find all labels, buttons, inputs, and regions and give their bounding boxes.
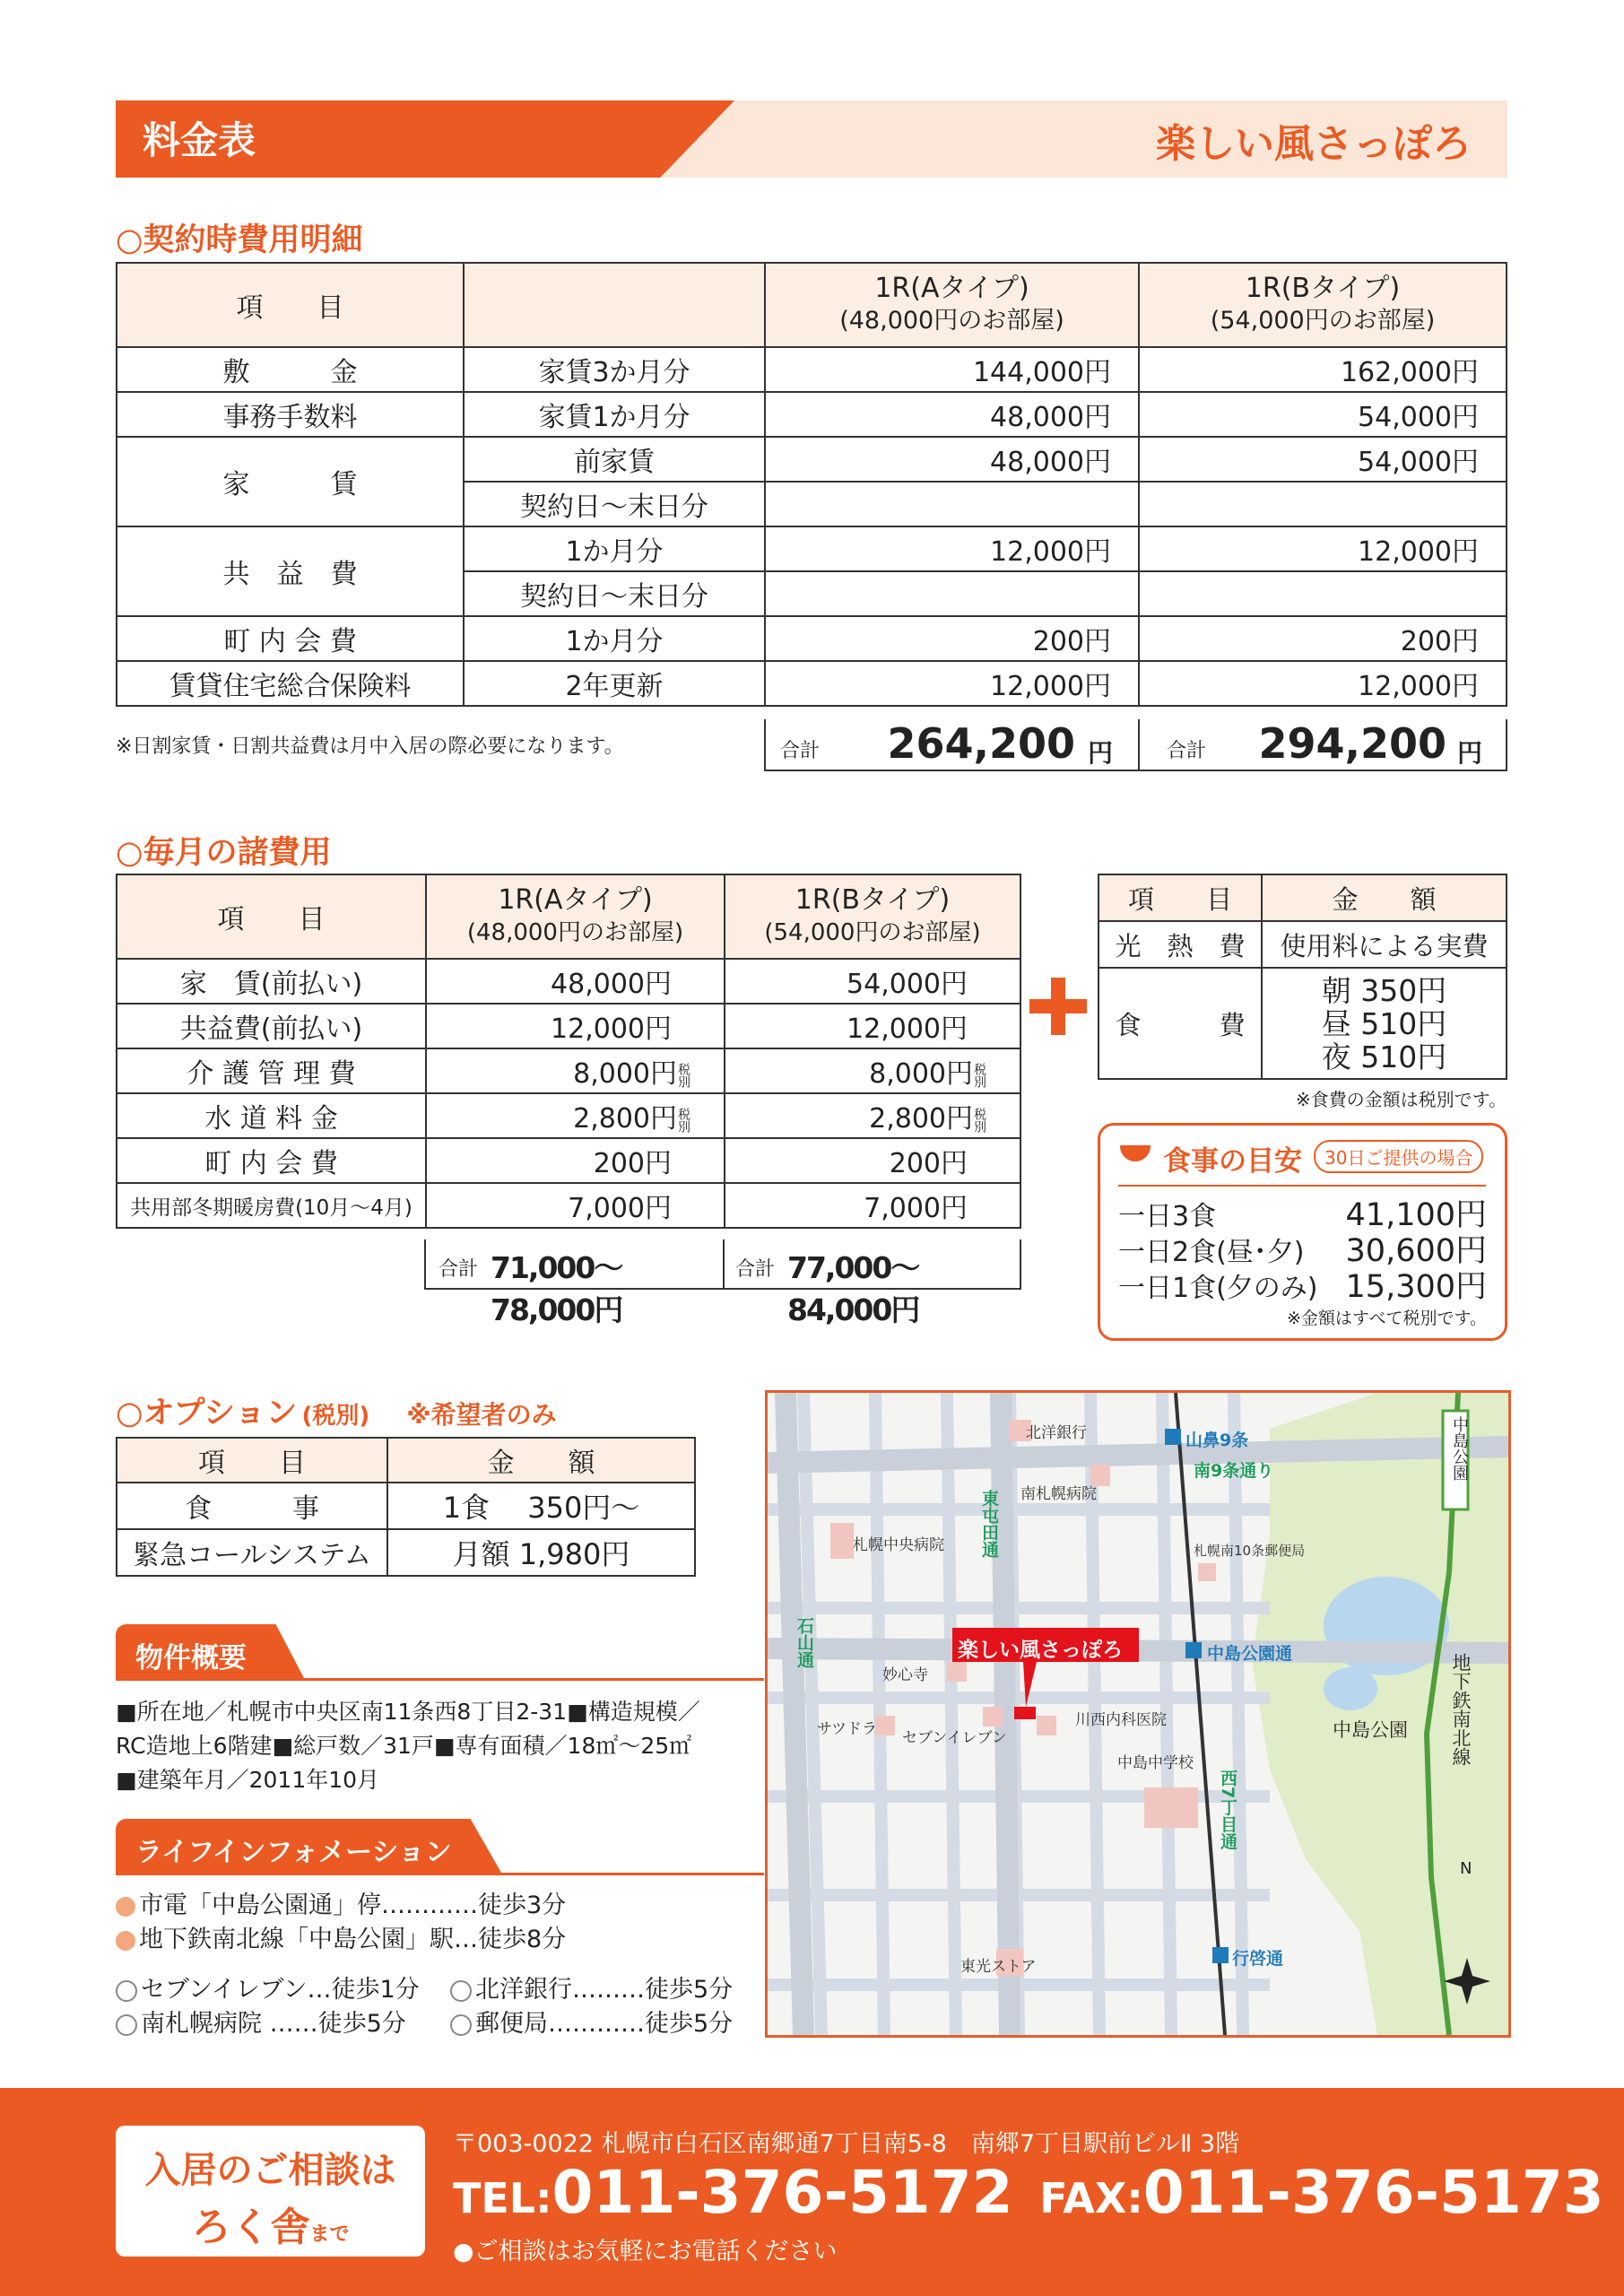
map-label-higashi-tonden: 東屯田通 [979,1490,999,1558]
row-value-b [725,1093,1020,1138]
life-main-list [116,1889,566,1957]
monthly-total-a [424,1239,725,1327]
contract-col-a [765,263,1139,347]
monthly-col-b [725,874,1020,959]
value-text: 8,000円 [573,1058,677,1090]
utility-label: 光 熱 費 [1099,921,1262,968]
value-text: 2,800円 [573,1103,677,1135]
table-row [117,1138,1020,1183]
food-values [1262,968,1507,1079]
map-label-toko-store: 東光ストア [960,1958,1037,1976]
monthly-total-b [723,1239,1021,1327]
contract-table [116,262,1507,707]
meal-title: 食事の目安 [1163,1145,1302,1178]
monthly-section-title: ○毎月の諸費用 [116,835,332,871]
map-label-sapporo-chuo-hospital: 札幌中央病院 [853,1536,944,1554]
row-item: 共用部冬期暖房費(10月～4月) [117,1183,426,1228]
row-value-b: 200円 [725,1138,1020,1183]
monthly-col-b-title: 1R(Bタイプ) [795,884,951,916]
row-detail: 前家賃 [464,437,765,482]
fax-label: FAX: [1039,2174,1143,2222]
meal-divider [1118,1185,1486,1187]
row-value-a [765,571,1139,616]
contract-col-b-sub: (54,000円のお部屋) [1210,307,1436,335]
life-item-text: セブンイレブン…徒歩1分 [141,1976,420,2004]
row-value-a: 12,000円 [765,661,1139,706]
list-item [116,2007,420,2041]
overview-header [116,1624,764,1681]
life-sub-list-right [450,1973,733,2041]
list-item [116,1923,566,1957]
contract-col-b [1139,263,1507,347]
food-noon: 昼 510円 [1321,1005,1447,1041]
page-title: 料金表 [143,118,256,162]
row-value-b: 12,000円 [1139,526,1507,571]
overview-line: ■建築年月／2011年10月 [116,1767,380,1793]
contract-total-a [764,719,1140,771]
total-yen: 円 [1087,738,1113,768]
monthly-col-a [426,874,725,959]
option-row-item: 食 事 [117,1483,387,1529]
map-label-target: 楽しい風さっぽろ [958,1639,1123,1662]
total-value-b: 294,200 [1258,719,1446,768]
table-row [117,437,1507,482]
row-item: 敷 金 [117,347,464,392]
value-text: 8,000円 [869,1058,973,1090]
row-detail: 2年更新 [464,661,765,706]
table-row [117,1183,1020,1228]
compass-icon: N [1460,1859,1472,1878]
map-label-nishi7: 西7丁目通 [1218,1770,1238,1850]
total-value-a: 71,000～78,000円 [491,1250,622,1327]
life-title: ライフインフォメーション [135,1837,452,1868]
row-value-a: 200円 [765,616,1139,661]
food-tax-note: ※食費の金額は税別です。 [1295,1089,1507,1110]
table-row [1099,968,1507,1079]
map-label-nakajima-jh: 中島中学校 [1117,1754,1194,1772]
map-label-hokuyo: 北洋銀行 [1026,1424,1087,1442]
map-label-park: 中島公園 [1333,1719,1408,1741]
orange-dot-icon [116,1897,135,1917]
map-label-minami9: 南9条通り [1194,1461,1274,1481]
footer-address: 〒003-0022 札幌市白石区南郷通7丁目南5-8 南郷7丁目駅前ビルⅡ 3階 [453,2130,1240,2158]
list-item [116,1973,420,2007]
tel-number[interactable]: 011-376-5172 [551,2158,1013,2227]
table-row [117,1093,1020,1138]
row-detail: 契約日～末日分 [464,571,765,616]
row-detail: 家賃3か月分 [464,347,765,392]
consultation-line1: 入居のご相談は [144,2150,396,2191]
life-item-text: 郵便局…………徒歩5分 [475,2010,734,2038]
tax-mark: 税別 [972,1062,986,1088]
life-item-text: 北洋銀行………徒歩5分 [475,1976,734,2004]
row-value-b: 12,000円 [1139,661,1507,706]
life-item-text: 南札幌病院 ……徒歩5分 [141,2010,406,2038]
row-value-b [725,1048,1020,1093]
option-section-title-row [116,1388,557,1433]
contract-note: ※日割家賃・日割共益費は月中入居の際必要になります。 [116,735,624,758]
row-value-a: 12,000円 [765,526,1139,571]
row-value-a: 7,000円 [426,1183,725,1228]
table-row [117,1483,695,1529]
table-row [117,347,1507,392]
option-row-value: 月額 1,980円 [387,1529,695,1576]
total-label: 合計 [1167,740,1207,762]
row-value-a: 48,000円 [765,437,1139,482]
food-morning: 朝 350円 [1321,972,1447,1008]
meal-row-label: 一日3食 [1118,1201,1217,1232]
row-detail: 契約日～末日分 [464,482,765,526]
footer-phone-row [453,2158,1604,2227]
overview-line: RC造地上6階建■総戸数／31戸■専有面積／18㎡～25㎡ [116,1733,692,1759]
contract-total-b [1136,719,1507,771]
meal-row-label: 一日2食(昼･夕) [1118,1237,1305,1268]
list-item [450,1973,733,2007]
food-label: 食 費 [1099,968,1262,1079]
table-row [117,392,1507,437]
map-label-subway: 地下鉄南北線 [1450,1653,1472,1766]
total-yen: 円 [1456,738,1482,768]
table-row [117,1048,1020,1093]
row-value-a [765,482,1139,526]
total-value-a: 264,200 [887,719,1075,768]
list-item [116,1889,566,1923]
row-value-b: 162,000円 [1139,347,1507,392]
extra-col-item: 項 目 [1099,874,1262,921]
overview-line: ■所在地／札幌市中央区南11条西8丁目2-31■構造規模／ [116,1699,700,1725]
meal-row-value: 30,600円 [1345,1233,1487,1269]
option-section-title: ○オプション [116,1396,298,1431]
option-col-amount: 金 額 [387,1438,695,1483]
row-item: 町 内 会 費 [117,616,464,661]
row-item: 共 益 費 [117,526,464,616]
row-value-a: 48,000円 [426,959,725,1004]
row-detail: 1か月分 [464,526,765,571]
tax-mark: 税別 [972,1107,986,1133]
circle-icon [450,1980,472,2002]
map-label-ishiyama: 石山通 [795,1617,814,1668]
value-text: 2,800円 [869,1103,973,1135]
footer [0,2088,1624,2296]
monthly-col-a-sub: (48,000円のお部屋) [466,919,684,946]
brand-name: 楽しい風さっぽろ [1156,121,1472,167]
map-label-seven: セブンイレブン [902,1729,1007,1747]
table-row [117,526,1507,571]
meal-row-value: 15,300円 [1345,1269,1487,1305]
tel-label: TEL: [453,2174,552,2222]
option-col-item: 項 目 [117,1438,387,1483]
row-item: 共益費(前払い) [117,1004,426,1048]
consultation-box [116,2126,425,2257]
life-item-text: 地下鉄南北線「中島公園」駅…徒歩8分 [139,1926,567,1953]
monthly-table [116,874,1021,1229]
row-value-a: 144,000円 [765,347,1139,392]
contract-col-b-title: 1R(Bタイプ) [1245,273,1401,304]
contract-col-a-title: 1R(Aタイプ) [874,273,1029,304]
row-value-a: 12,000円 [426,1004,725,1048]
row-item: 水 道 料 金 [117,1093,426,1138]
overview-title: 物件概要 [135,1642,247,1674]
table-row [117,1529,695,1576]
map-label-kawanishi: 川西内科医院 [1075,1711,1167,1729]
circle-icon [116,1980,137,2002]
row-value-b: 12,000円 [725,1004,1020,1048]
orange-dot-icon [116,1931,135,1951]
food-night: 夜 510円 [1321,1039,1447,1074]
table-row [117,616,1507,661]
table-row [1099,921,1507,968]
consultation-made: まで [309,2223,350,2246]
row-value-b: 54,000円 [725,959,1020,1004]
row-item: 賃貸住宅総合保険料 [117,661,464,706]
map-label-post: 札幌南10条郵便局 [1194,1543,1306,1559]
row-detail: 1か月分 [464,616,765,661]
option-tax: (税別) [301,1403,370,1430]
consultation-line2 [116,2195,425,2252]
row-value-a [426,1048,725,1093]
map-label-nakajima-koen-station: 中島公園 [1450,1416,1469,1481]
map-label-minamisapporo-hospital: 南札幌病院 [1020,1485,1097,1503]
row-value-a [426,1093,725,1138]
map-label-nakajima-dori: 中島公園通 [1207,1644,1293,1664]
total-label: 合計 [735,1258,776,1281]
map-label-myoshinji: 妙心寺 [882,1666,928,1684]
table-row [117,959,1020,1004]
life-header [116,1819,764,1875]
row-item: 家 賃(前払い) [117,959,426,1004]
header-bar [116,100,1507,178]
row-item: 事務手数料 [117,392,464,437]
company-name: ろく舎 [191,2205,310,2250]
meal-badge: 30日ご提供の場合 [1314,1140,1483,1173]
total-label: 合計 [780,740,821,762]
circle-icon [450,2014,472,2036]
row-value-b [1139,482,1507,526]
list-item [450,2007,733,2041]
table-row [117,661,1507,706]
overview-text [116,1695,700,1797]
map-label-satsudora: サツドラ [817,1720,877,1738]
contract-section-title: ○契約時費用明細 [116,222,363,258]
plus-icon [1029,978,1087,1035]
fax-number: 011-376-5173 [1142,2158,1604,2227]
tax-mark: 税別 [676,1107,690,1133]
meal-note: ※金額はすべて税別です。 [1286,1309,1487,1328]
row-item: 介 護 管 理 費 [117,1048,426,1093]
circle-icon [116,2014,137,2036]
row-value-b [1139,571,1507,616]
contract-col-item: 項 目 [117,263,464,347]
contract-col-a-sub: (48,000円のお部屋) [839,307,1064,335]
option-row-item: 緊急コールシステム [117,1529,387,1576]
footer-note: ●ご相談はお気軽にお電話ください [453,2238,838,2266]
map-label-yamahana: 山鼻9条 [1185,1431,1249,1450]
row-value-a: 48,000円 [765,392,1139,437]
option-row-value: 1食 350円～ [387,1483,695,1529]
monthly-col-item: 項 目 [117,874,426,959]
tax-mark: 税別 [676,1062,690,1088]
contract-col-detail [464,263,765,347]
meal-row-value: 41,100円 [1345,1197,1487,1233]
bowl-icon [1120,1145,1151,1161]
area-map [765,1390,1511,2038]
row-item: 家 賃 [117,437,464,526]
row-value-b: 54,000円 [1139,437,1507,482]
life-item-text: 市電「中島公園通」停…………徒歩3分 [139,1892,567,1919]
row-value-b: 200円 [1139,616,1507,661]
row-value-b: 54,000円 [1139,392,1507,437]
life-sub-list-left [116,1973,420,2041]
meal-row-label: 一日1食(夕のみ) [1118,1273,1318,1304]
utility-value: 使用料による実費 [1262,921,1507,968]
row-item: 町 内 会 費 [117,1138,426,1183]
row-detail: 家賃1か月分 [464,392,765,437]
monthly-col-b-sub: (54,000円のお部屋) [764,919,981,946]
monthly-col-a-title: 1R(Aタイプ) [498,884,653,916]
total-label: 合計 [439,1258,479,1281]
map-label-gyokei: 行啓通 [1232,1949,1284,1969]
row-value-b: 7,000円 [725,1183,1020,1228]
extra-costs-table [1098,874,1507,1080]
row-value-a: 200円 [426,1138,725,1183]
meal-guide-box [1098,1123,1507,1341]
table-row [117,1004,1020,1048]
total-value-b: 77,000～84,000円 [787,1250,919,1327]
option-table [116,1437,696,1577]
option-hope-note: ※希望者のみ [406,1400,557,1430]
extra-col-amount: 金 額 [1262,874,1507,921]
